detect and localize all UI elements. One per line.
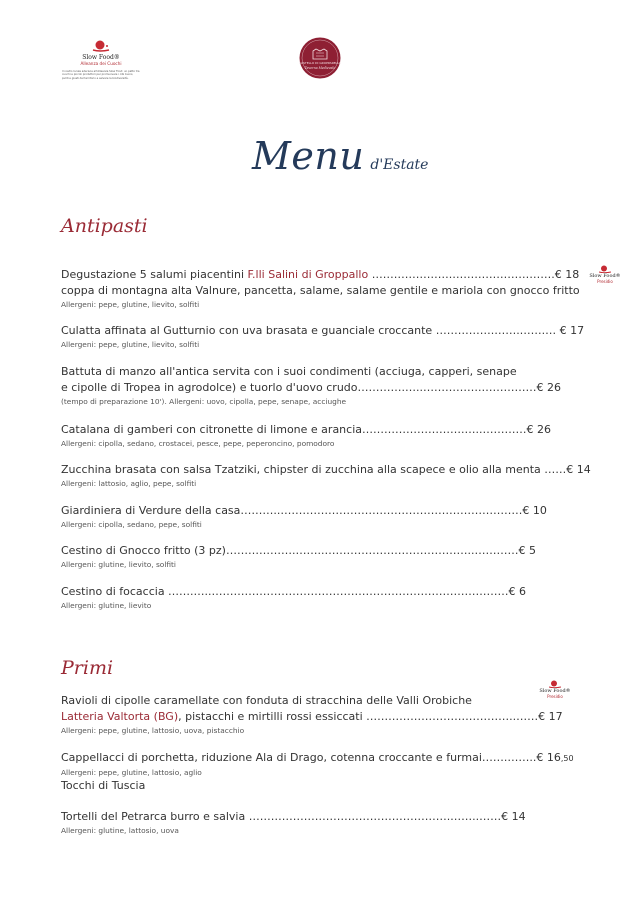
menu-item-name: Cappellacci di porchetta, riduzione Ala di Drago, cotenna croccante e furmai…….……..€ 16,50 [61,751,574,764]
producer-name: Tocchi di Tuscia [61,779,146,792]
menu-item-name: Culatta affinata al Gutturnio con uva brasata e guanciale croccante …………….…….…….… € 17 [61,324,585,337]
snail-icon [92,40,110,52]
menu-item-allergens: Allergeni: glutine, lievito [61,601,152,610]
menu-item [61,809,569,836]
menu-item-price-cents: ,50 [560,754,574,763]
menu-item-allergens: Allergeni: pepe, glutine, lievito, solfiti [61,340,200,349]
slow-food-brand: Slow Food® [82,54,120,61]
menu-item-allergens: Allergeni: cipolla, sedano, pepe, solfiti [61,520,202,529]
snail-icon [599,265,611,273]
restaurant-logo-sub: Taverna Medievale [304,66,336,70]
menu-item-allergens: Allergeni: pepe, glutine, lattosio, aglio [61,768,202,777]
menu-item-name: Giardiniera di Verdure della casa………..…………………………………………………………€ 10 [61,504,547,517]
menu-item-allergens: Allergeni: pepe, glutine, lievito, solfiti [61,300,200,309]
slow-food-presidio-badge: Slow Food® Presidio [585,265,625,284]
menu-item [61,584,569,611]
menu-title [252,134,428,178]
producer-name: F.lli Salini di Groppallo [247,268,369,281]
menu-item-description: Latteria Valtorta (BG), pistacchi e mirtilli rossi essiccati …………………………………..……€ 17 [61,710,563,723]
restaurant-logo [299,37,341,79]
menu-item-allergens: Allergeni: glutine, lattosio, uova [61,826,179,835]
slow-food-alliance: Alleanza dei Cuochi [80,61,122,66]
menu-item-name: Cestino di focaccia …….…..………………………………………………………………………€ 6 [61,585,527,598]
menu-item-allergens: Allergeni: glutine, lievito, solfiti [61,560,176,569]
menu-item-allergens: Allergeni: cipolla, sedano, crostacei, pesce, pepe, peperoncino, pomodoro [61,439,335,448]
menu-item [61,462,591,489]
snail-icon [549,680,561,688]
menu-item-name: Zucchina brasata con salsa Tzatziki, chipster di zucchina alla scapece e olio alla menta ……€ 14 [61,463,591,476]
restaurant-logo-text: CASTELLO DI GROPPARELLO [299,61,341,65]
menu-title-main: Menu [252,134,365,178]
menu-title-sub: d'Estate [370,157,429,173]
menu-item-price: € 18 [554,268,580,281]
menu-item [61,543,569,570]
menu-item [61,323,585,350]
menu-item [61,503,569,530]
menu-item [61,364,569,407]
menu-item-name: Tortelli del Petrarca burro e salvia ……………………………………………….……..……€ 14 [61,810,526,823]
menu-item-allergens: Allergeni: pepe, glutine, lattosio, uova, pistacchio [61,726,245,735]
menu-item-description: coppa di montagna alta Valnure, pancetta, salame, salame gentile e mariola con gnocco fritto [61,284,580,297]
menu-item-description: e cipolle di Tropea in agrodolce) e tuorlo d'uovo crudo………….…..…………….……………€ 26 [61,381,561,394]
menu-item-name: Degustazione 5 salumi piacentini F.lli Salini di Groppallo ………………….……………………….€ 18 [61,268,580,281]
section-title-primi: Primi [61,657,114,679]
menu-item [61,750,574,794]
menu-item [61,422,569,449]
slow-food-alliance-logo [62,40,140,80]
menu-item-allergens: Allergeni: lattosio, aglio, pepe, solfiti [61,479,197,488]
slow-food-note: Il nostro locale aderisce all'Alleanza Slow Food: un patto tra cuochi e piccoli produttori per promuovere i cibi buoni, puliti e giusti del territorio e salvare la biodiversità. [62,70,140,80]
section-title-antipasti: Antipasti [61,215,148,237]
menu-item-name: Cestino di Gnocco fritto (3 pz)……………….……..…………………………………..…………€ 5 [61,544,536,557]
menu-item-allergens: (tempo di preparazione 10'). Allergeni: uovo, cipolla, pepe, senape, acciughe [61,397,347,406]
menu-item-name: Battuta di manzo all'antica servita con i suoi condimenti (acciuga, capperi, senape [61,365,517,378]
producer-name: Latteria Valtorta (BG) [61,710,179,723]
menu-item-name: Ravioli di cipolle caramellate con fonduta di stracchina delle Valli Orobiche [61,694,472,707]
menu-item-name: Catalana di gamberi con citronette di limone e arancia……………………….…..…………€ 26 [61,423,551,436]
menu-item [61,267,580,310]
slow-food-presidio-badge: Slow Food® Presidio [535,680,575,699]
menu-item [61,693,569,736]
